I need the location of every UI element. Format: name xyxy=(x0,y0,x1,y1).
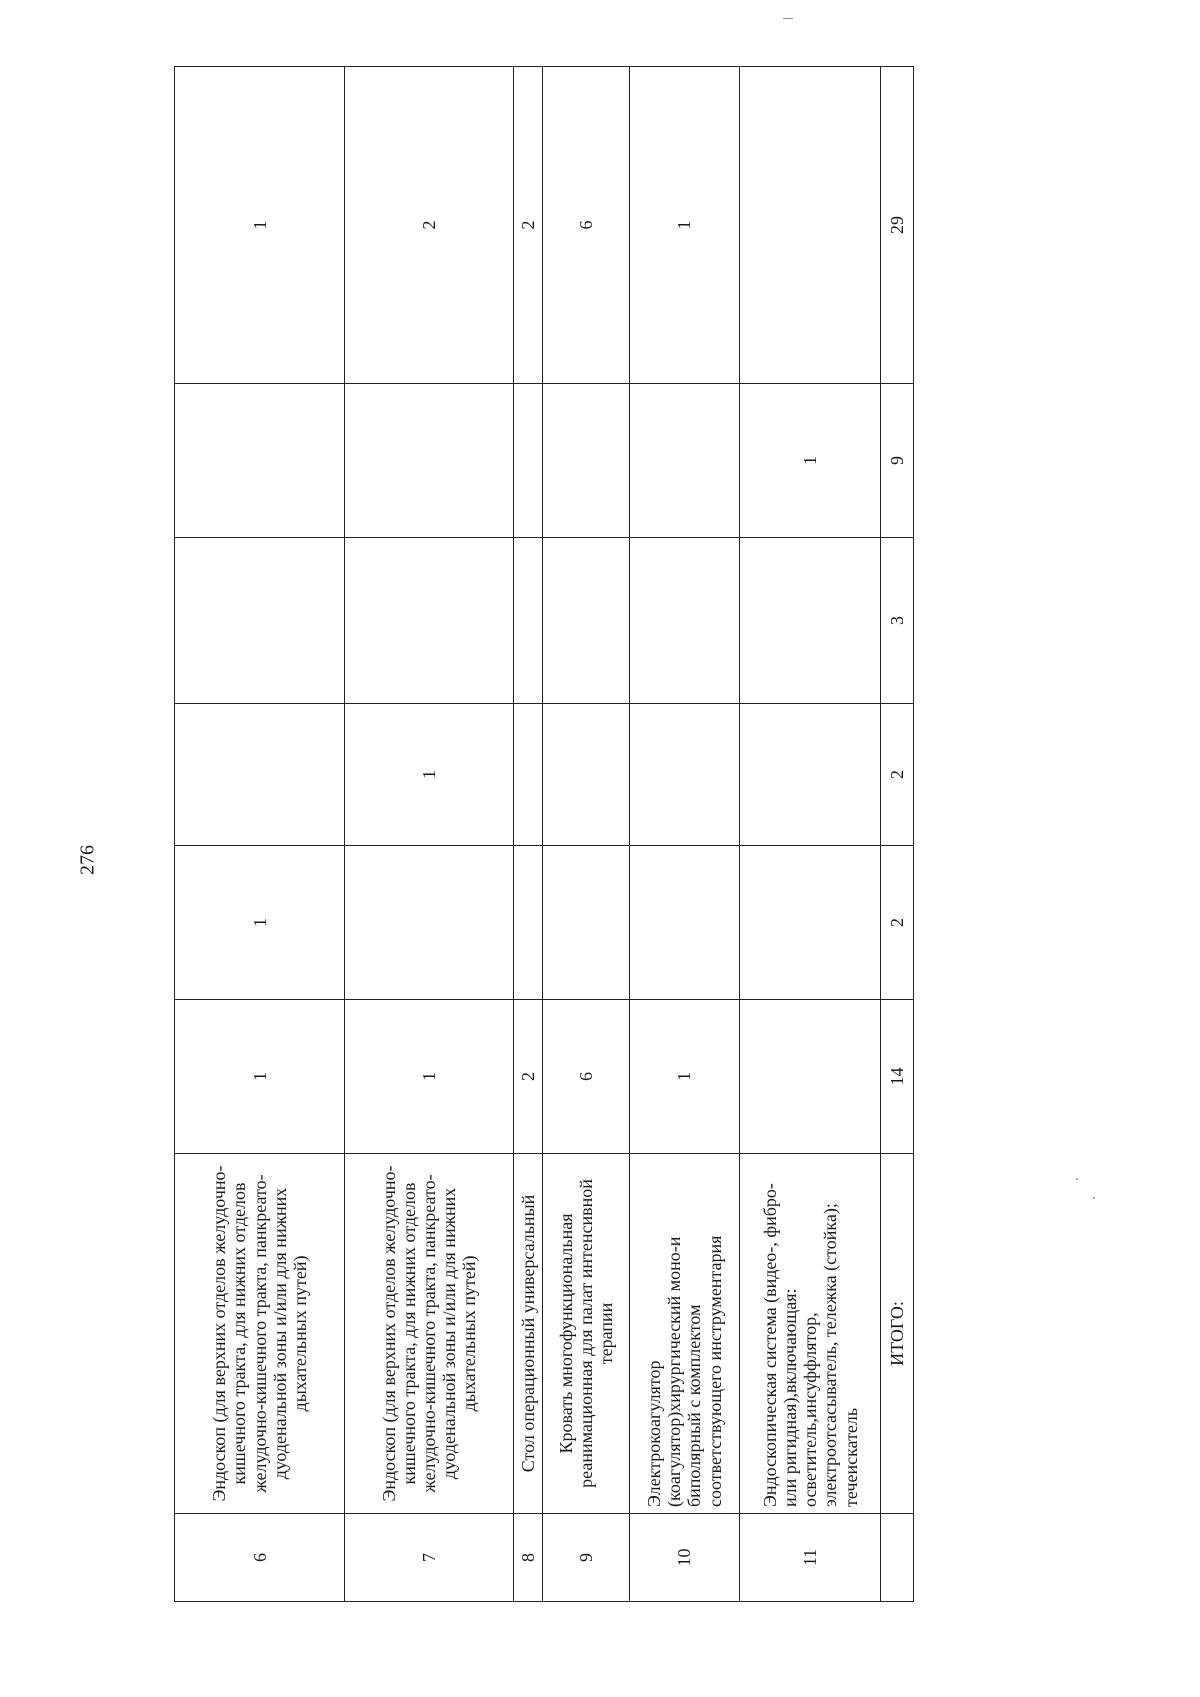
equipment-name: Электрокоагулятор (коагулятор)хирургический моно-и биполярный с комплектом соответствующего инструментария xyxy=(629,1154,740,1514)
table-row xyxy=(542,67,629,1602)
cell-value: 1 xyxy=(629,1000,740,1154)
equipment-table xyxy=(174,66,914,1602)
cell-value xyxy=(542,384,629,538)
cell-value xyxy=(542,846,629,1000)
row-index: 6 xyxy=(175,1514,345,1602)
cell-value: 1 xyxy=(175,67,345,384)
equipment-name: Кровать многофункциональная реанимационная для палат интенсивной терапии xyxy=(542,1154,629,1514)
total-value: 2 xyxy=(881,846,914,1000)
cell-value: 1 xyxy=(175,846,345,1000)
equipment-name: Эндоскоп (для верхних отделов желудочно-кишечного тракта, для нижних отделов желудочно-кишечного тракта, панкреато-дуоденальной зоны и/или для нижних дыхательных путей) xyxy=(175,1154,345,1514)
cell-value xyxy=(542,538,629,704)
equipment-name: Стол операционный универсальный xyxy=(513,1154,542,1514)
cell-value: 2 xyxy=(345,67,513,384)
cell-value xyxy=(175,384,345,538)
total-value: 9 xyxy=(881,384,914,538)
cell-value xyxy=(629,704,740,846)
cell-value xyxy=(345,538,513,704)
cell-value: 1 xyxy=(175,1000,345,1154)
table-row xyxy=(513,67,542,1602)
row-index: 7 xyxy=(345,1514,513,1602)
cell-value xyxy=(629,846,740,1000)
cell-value xyxy=(175,538,345,704)
total-label: ИТОГО: xyxy=(881,1154,914,1514)
table-row xyxy=(629,67,740,1602)
table-row xyxy=(740,67,881,1602)
cell-value xyxy=(740,538,881,704)
cell-value xyxy=(345,846,513,1000)
scan-speck xyxy=(1076,1178,1078,1180)
equipment-name: Эндоскоп (для верхних отделов желудочно-кишечного тракта, для нижних отделов желудочно-кишечного тракта, панкреато-дуоденальной зоны и/или для нижних дыхательных путей) xyxy=(345,1154,513,1514)
row-index: 11 xyxy=(740,1514,881,1602)
row-index: 9 xyxy=(542,1514,629,1602)
cell-value: 1 xyxy=(345,1000,513,1154)
table-row xyxy=(345,67,513,1602)
scan-speck xyxy=(783,18,793,19)
table-row xyxy=(175,67,345,1602)
page-number: 276 xyxy=(76,845,99,875)
scan-speck xyxy=(1093,1197,1095,1199)
cell-value: 1 xyxy=(740,384,881,538)
cell-value xyxy=(542,704,629,846)
cell-value xyxy=(175,704,345,846)
total-row xyxy=(881,67,914,1602)
cell-value xyxy=(740,704,881,846)
row-index: 10 xyxy=(629,1514,740,1602)
cell-value xyxy=(513,704,542,846)
cell-value: 1 xyxy=(345,704,513,846)
cell-value: 2 xyxy=(513,1000,542,1154)
cell-value xyxy=(513,538,542,704)
total-value: 3 xyxy=(881,538,914,704)
row-index xyxy=(881,1514,914,1602)
cell-value xyxy=(740,1000,881,1154)
cell-value xyxy=(513,846,542,1000)
total-value: 2 xyxy=(881,704,914,846)
equipment-table-wrapper xyxy=(174,67,914,1602)
cell-value: 2 xyxy=(513,67,542,384)
cell-value xyxy=(513,384,542,538)
total-value: 14 xyxy=(881,1000,914,1154)
row-index: 8 xyxy=(513,1514,542,1602)
cell-value: 1 xyxy=(629,67,740,384)
cell-value xyxy=(345,384,513,538)
cell-value xyxy=(740,67,881,384)
cell-value: 6 xyxy=(542,67,629,384)
cell-value xyxy=(629,384,740,538)
total-value: 29 xyxy=(881,67,914,384)
cell-value: 6 xyxy=(542,1000,629,1154)
equipment-name: Эндоскопическая система (видео-, фибро- или ригидная),включающая: осветитель,инсуффлятор, электроотсасыватель, тележка (стойка); течеискатель xyxy=(740,1154,881,1514)
cell-value xyxy=(629,538,740,704)
cell-value xyxy=(740,846,881,1000)
